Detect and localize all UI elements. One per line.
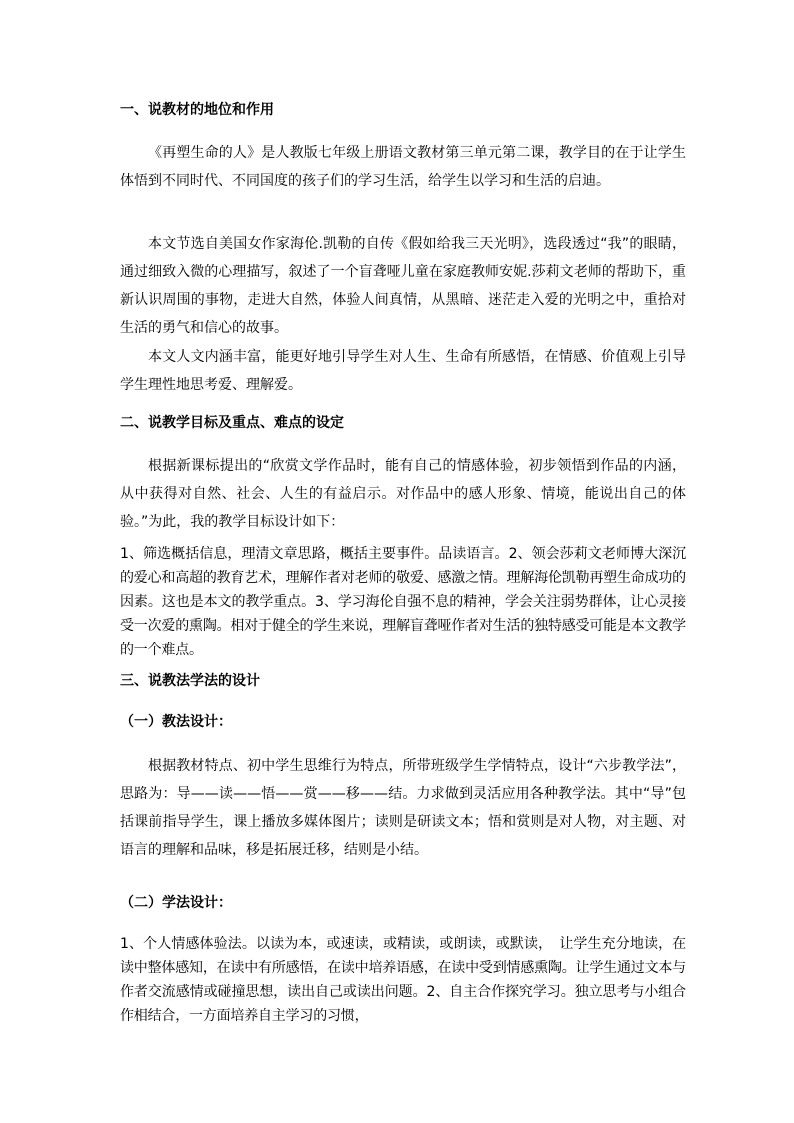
section-3-sub-2-heading: （二）学法设计：: [120, 895, 232, 911]
section-1-paragraph-2: 本文节选自美国女作家海伦.凯勒的自传《假如给我三天光明》，选段透过“我”的眼睛，通过细致入微的心理描写，叙述了一个盲聋哑儿童在家庭教师安妮.莎莉文老师的帮助下，重新认识周围的事物，走进大自然，体验人间真情，从黑暗、迷茫走入爱的光明之中，重拾对生活的勇气和信心的故事。: [120, 236, 686, 336]
section-3-sub-1-heading: （一）教法设计：: [120, 714, 232, 730]
section-2-objectives-list: 1、筛选概括信息，理清文章思路，概括主要事件。品读语言。2、领会莎莉文老师博大深沉的爱心和高超的教育艺术，理解作者对老师的敬爱、感激之情。理解海伦凯勒再塑生命成功的因素。这也是本文的教学重点。3、学习海伦自强不息的精神，学会关注弱势群体，让心灵接受一次爱的熏陶。相对于健全的学生来说，理解盲聋哑作者对生活的独特感受可能是本文教学的一个难点。: [120, 546, 686, 658]
section-3-sub-1-paragraph: 根据教材特点、初中学生思维行为特点，所带班级学生学情特点，设计“六步教学法”，思路为：导——读——悟——赏——移——结。力求做到灵活应用各种教学法。其中“导”包括课前指导学生，课上播放多媒体图片；读则是研读文本；悟和赏则是对人物，对主题、对语言的理解和品味，移是拓展迁移，结则是小结。: [120, 758, 686, 858]
section-1-heading: 一、说教材的地位和作用: [120, 102, 274, 118]
section-3-sub-2-paragraph: 1、个人情感体验法。以读为本，或速读，或精读，或朗读，或默读， 让学生充分地读，在读中整体感知，在读中有所感悟，在读中培养语感，在读中受到情感熏陶。让学生通过文本与作者交流感情或碰撞思想，读出自己或读出问题。2、自主合作探究学习。独立思考与小组合作相结合，一方面培养自主学习的习惯，: [120, 936, 686, 1024]
section-1-paragraph-3: 本文人文内涵丰富，能更好地引导学生对人生、生命有所感悟，在情感、价值观上引导学生理性地思考爱、理解爱。: [120, 349, 686, 393]
section-2-paragraph-1: 根据新课标提出的“欣赏文学作品时，能有自己的情感体验，初步领悟到作品的内涵，从中获得对自然、社会、人生的有益启示。对作品中的感人形象、情境，能说出自己的体验。”为此，我的教学目标设计如下：: [120, 458, 686, 530]
section-2-heading: 二、说教学目标及重点、难点的设定: [120, 415, 344, 431]
section-3-heading: 三、说教法学法的设计: [120, 673, 260, 689]
section-1-paragraph-1: 《再塑生命的人》是人教版七年级上册语文教材第三单元第二课，教学目的在于让学生体悟到不同时代、不同国度的孩子们的学习生活，给学生以学习和生活的启迪。: [120, 145, 686, 189]
